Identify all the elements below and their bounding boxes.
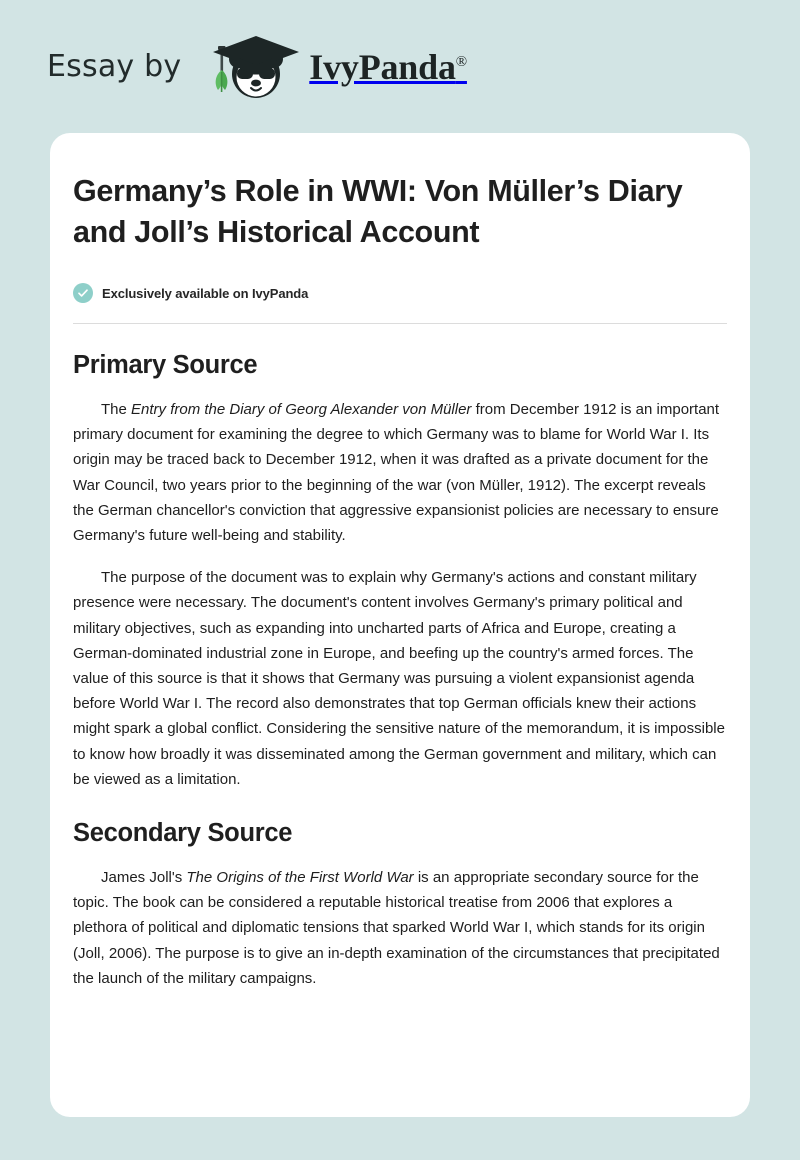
text-run: from December 1912 is an important primary document for examining the degree to which Germany was to blame for World War I. Its origin may be traced back to December 1912, when it was drafted as a private document for the War Council, two years prior to the beginning of the war (von Müller, 1912). The excerpt reveals the German chancellor's conviction that aggressive expansionist policies are necessary to ensure Germany's future well-being and stability. [73, 401, 720, 545]
text-run: James Joll's [101, 869, 187, 887]
exclusive-badge [73, 283, 727, 303]
text-run: The purpose of the document was to explain why Germany's actions and constant military presence were necessary. The document's content involves Germany's primary political and military objectives, such as expanding into uncharted parts of Africa and Europe, creating a German-dominated industrial zone in Europe, and beefing up the country's armed forces. The value of this source is that it shows that Germany was pursuing a violent expansionist agenda before World War I. The record also demonstrates that top German officials knew their actions might spark a global conflict. Considering the sensitive nature of the memorandum, it is impossible to know how broadly it was disseminated among the German government and military, which can be viewed as a limitation. [73, 569, 725, 788]
text-run-italic: The Origins of the First World War [186, 869, 414, 887]
paragraph [73, 397, 727, 548]
paragraph [73, 865, 727, 991]
paragraph [73, 565, 727, 792]
ivypanda-brand-link[interactable] [199, 28, 467, 106]
brand-name-text: IvyPanda [309, 46, 456, 87]
brand-wordmark [309, 46, 467, 88]
registered-trademark-symbol: ® [455, 53, 467, 70]
page-header [0, 0, 800, 133]
essay-card [50, 133, 750, 1117]
text-run: is an appropriate secondary source for the topic. The book can be considered a reputable historical treatise from 2006 that explores a plethora of political and diplomatic tensions that sparked World War I, which stands for its origin (Joll, 2006). The purpose is to give an in-depth examination of the circumstances that precipitated the launch of the military campaigns. [73, 869, 720, 987]
status-badge: Exclusively available on IvyPanda [102, 285, 309, 301]
essay-by-label: Essay by [47, 49, 182, 84]
section-heading-primary-source: Primary Source [73, 351, 258, 379]
title-divider [73, 323, 727, 324]
essay-body [73, 351, 727, 991]
panda-graduation-cap-logo-icon [199, 28, 303, 106]
section-heading-secondary-source: Secondary Source [73, 819, 293, 848]
page-title: Germany’s Role in WWI: Von Müller’s Diary and Joll’s Historical Account [73, 174, 683, 249]
text-run-italic: Entry from the Diary of Georg Alexander von Müller [131, 401, 472, 418]
check-circle-icon [73, 283, 93, 303]
text-run: The [101, 401, 132, 418]
